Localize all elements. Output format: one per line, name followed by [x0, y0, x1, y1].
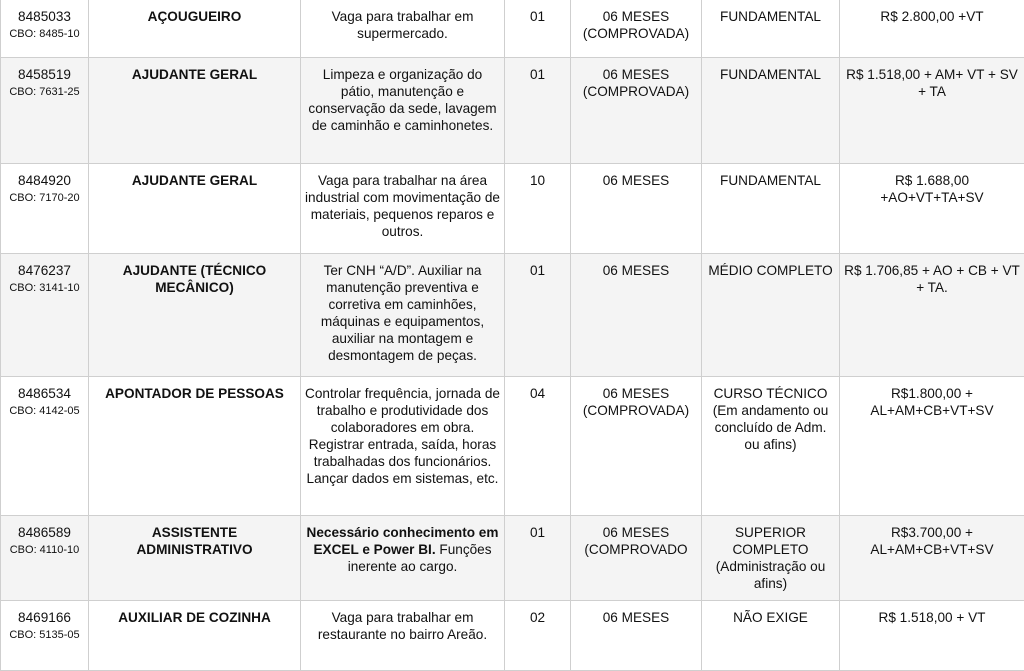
vacancy-code-cell — [1, 164, 89, 254]
table-row — [1, 0, 1024, 58]
salary-benefits: R$ 2.800,00 +VT — [840, 0, 1024, 58]
job-title: AUXILIAR DE COZINHA — [89, 601, 301, 671]
vacancy-quantity: 04 — [505, 377, 571, 516]
job-description — [301, 601, 505, 671]
table-row — [1, 58, 1024, 164]
job-description-text: Vaga para trabalhar em restaurante no bairro Areão. — [318, 610, 487, 642]
vacancy-code-cell — [1, 0, 89, 58]
job-title: AJUDANTE GERAL — [89, 58, 301, 164]
job-description — [301, 58, 505, 164]
table-row — [1, 164, 1024, 254]
salary-benefits: R$ 1.688,00 +AO+VT+TA+SV — [840, 164, 1024, 254]
job-description — [301, 254, 505, 377]
vacancy-code-cell — [1, 601, 89, 671]
job-description-text: Controlar frequência, jornada de trabalho e produtividade dos colaboradores em obra. Registrar entrada, saída, horas trabalhadas dos funcionários. Lançar dados em sistemas, etc. — [305, 386, 500, 486]
table-row — [1, 377, 1024, 516]
experience-required: 06 MESES (COMPROVADA) — [571, 58, 702, 164]
experience-required: 06 MESES — [571, 164, 702, 254]
experience-required: 06 MESES — [571, 254, 702, 377]
salary-benefits: R$ 1.706,85 + AO + CB + VT + TA. — [840, 254, 1024, 377]
job-description — [301, 0, 505, 58]
experience-required: 06 MESES — [571, 601, 702, 671]
job-description-text: Vaga para trabalhar na área industrial com movimentação de materiais, pequenos reparos e outros. — [305, 173, 500, 239]
vacancy-code-cell — [1, 254, 89, 377]
vacancy-code: 8486589 — [18, 525, 71, 540]
salary-benefits: R$1.800,00 + AL+AM+CB+VT+SV — [840, 377, 1024, 516]
education-required: SUPERIOR COMPLETO (Administração ou afins) — [702, 516, 840, 601]
job-description-highlight: Necessário conhecimento em EXCEL e Power BI. — [307, 525, 499, 557]
job-title: ASSISTENTE ADMINISTRATIVO — [89, 516, 301, 601]
cbo-code: CBO: 4110-10 — [5, 541, 84, 559]
job-description-text: Vaga para trabalhar em supermercado. — [332, 9, 474, 41]
vacancy-quantity: 01 — [505, 254, 571, 377]
experience-required: 06 MESES (COMPROVADO — [571, 516, 702, 601]
table-row — [1, 601, 1024, 671]
education-required: FUNDAMENTAL — [702, 58, 840, 164]
job-title: AÇOUGUEIRO — [89, 0, 301, 58]
vacancy-quantity: 01 — [505, 58, 571, 164]
table-body — [1, 0, 1024, 671]
vacancy-code: 8484920 — [18, 173, 71, 188]
education-required: FUNDAMENTAL — [702, 0, 840, 58]
vacancy-quantity: 02 — [505, 601, 571, 671]
vacancy-code: 8458519 — [18, 67, 71, 82]
cbo-code: CBO: 7631-25 — [5, 83, 84, 101]
vacancy-quantity: 10 — [505, 164, 571, 254]
vacancy-code: 8485033 — [18, 9, 71, 24]
vacancy-code: 8469166 — [18, 610, 71, 625]
education-required: CURSO TÉCNICO (Em andamento ou concluído de Adm. ou afins) — [702, 377, 840, 516]
vacancy-code-cell — [1, 377, 89, 516]
job-title: AJUDANTE (TÉCNICO MECÂNICO) — [89, 254, 301, 377]
job-description-text: Funções inerente ao cargo. — [348, 542, 492, 574]
cbo-code: CBO: 3141-10 — [5, 279, 84, 297]
experience-required: 06 MESES (COMPROVADA) — [571, 0, 702, 58]
job-title: APONTADOR DE PESSOAS — [89, 377, 301, 516]
vacancy-code-cell — [1, 516, 89, 601]
vacancy-quantity: 01 — [505, 0, 571, 58]
job-description-text: Limpeza e organização do pátio, manutenção e conservação da sede, lavagem de caminhão e caminhonetes. — [308, 67, 496, 133]
job-description — [301, 164, 505, 254]
salary-benefits: R$3.700,00 + AL+AM+CB+VT+SV — [840, 516, 1024, 601]
vacancy-code: 8486534 — [18, 386, 71, 401]
vacancy-code-cell — [1, 58, 89, 164]
job-description — [301, 377, 505, 516]
education-required: NÃO EXIGE — [702, 601, 840, 671]
job-description-text: Ter CNH “A/D”. Auxiliar na manutenção preventiva e corretiva em caminhões, máquinas e equipamentos, auxiliar na montagem e desmontagem de peças. — [321, 263, 484, 363]
cbo-code: CBO: 4142-05 — [5, 402, 84, 420]
salary-benefits: R$ 1.518,00 + AM+ VT + SV + TA — [840, 58, 1024, 164]
job-description — [301, 516, 505, 601]
education-required: MÉDIO COMPLETO — [702, 254, 840, 377]
table-row — [1, 516, 1024, 601]
experience-required: 06 MESES (COMPROVADA) — [571, 377, 702, 516]
education-required: FUNDAMENTAL — [702, 164, 840, 254]
cbo-code: CBO: 8485-10 — [5, 25, 84, 43]
vacancy-quantity: 01 — [505, 516, 571, 601]
cbo-code: CBO: 7170-20 — [5, 189, 84, 207]
vacancy-code: 8476237 — [18, 263, 71, 278]
cbo-code: CBO: 5135-05 — [5, 626, 84, 644]
salary-benefits: R$ 1.518,00 + VT — [840, 601, 1024, 671]
table-row — [1, 254, 1024, 377]
job-title: AJUDANTE GERAL — [89, 164, 301, 254]
